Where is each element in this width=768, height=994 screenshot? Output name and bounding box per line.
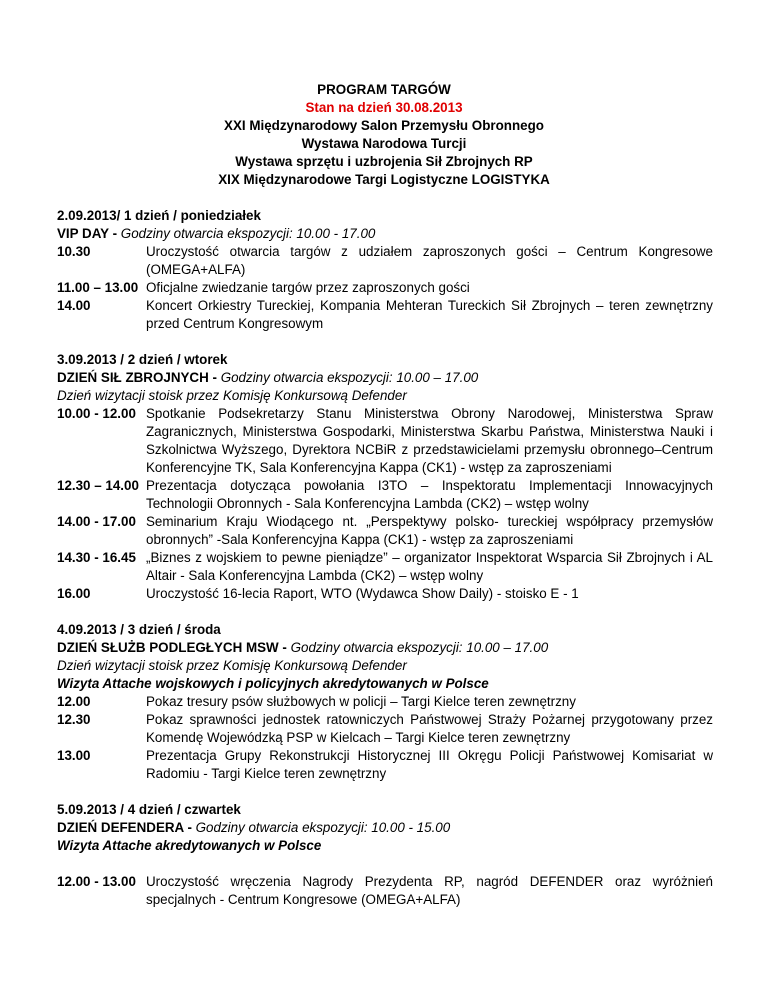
event-row (57, 297, 713, 333)
opening-hours: Godziny otwarcia ekspozycji: 10.00 - 15.00 (195, 820, 451, 835)
day-subtitle (57, 639, 713, 657)
event-time: 14.30 - 16.45 (57, 550, 136, 565)
event-row (57, 873, 713, 909)
event-row (57, 711, 713, 747)
day-label: DZIEŃ DEFENDERA - (57, 820, 192, 835)
event-time: 12.30 (57, 712, 91, 727)
event-time: 10.00 - 12.00 (57, 406, 136, 421)
event-description: Pokaz sprawności jednostek ratowniczych Państwowej Straży Pożarnej przygotowany przez Komendę Wojewódzką PSP w Kielcach – Targi Kielce teren zewnętrzny (146, 712, 713, 745)
event-time: 14.00 (57, 298, 91, 313)
day-1-section (57, 207, 713, 333)
event-row (57, 279, 713, 297)
day-subtitle (57, 369, 713, 387)
day-note: Dzień wizytacji stoisk przez Komisję Konkursową Defender (57, 658, 407, 673)
event-time: 10.30 (57, 244, 91, 259)
event-row (57, 549, 713, 585)
spacer (57, 855, 713, 873)
event-description: Uroczystość otwarcia targów z udziałem zaproszonych gości – Centrum Kongresowe (OMEGA+ALFA) (146, 244, 713, 277)
event-name-4: XIX Międzynarodowe Targi Logistyczne LOGISTYKA (218, 172, 550, 187)
event-name-3: Wystawa sprzętu i uzbrojenia Sił Zbrojnych RP (235, 154, 533, 169)
event-description: „Biznes z wojskiem to pewne pieniądze” – organizator Inspektorat Wsparcia Sił Zbrojnych i AL Altair - Sala Konferencyjna Lambda (CK2) – wstęp wolny (146, 550, 713, 583)
day-subtitle (57, 225, 713, 243)
event-description: Koncert Orkiestry Tureckiej, Kompania Mehteran Tureckich Sił Zbrojnych – teren zewnętrzny przed Centrum Kongresowym (146, 298, 713, 331)
event-row (57, 243, 713, 279)
event-description: Pokaz tresury psów służbowych w policji – Targi Kielce teren zewnętrzny (146, 694, 576, 709)
status-date: Stan na dzień 30.08.2013 (305, 100, 463, 115)
event-row (57, 513, 713, 549)
day-4-section (57, 801, 713, 909)
day-3-section (57, 621, 713, 783)
day-title: 4.09.2013 / 3 dzień / środa (57, 622, 221, 637)
event-name-1: XXI Międzynarodowy Salon Przemysłu Obronnego (224, 118, 544, 133)
event-row (57, 747, 713, 783)
program-header (0, 81, 768, 189)
event-row (57, 585, 713, 603)
opening-hours: Godziny otwarcia ekspozycji: 10.00 - 17.00 (120, 226, 376, 241)
event-row (57, 405, 713, 477)
event-description: Uroczystość 16-lecia Raport, WTO (Wydawca Show Daily) - stoisko E - 1 (146, 586, 579, 601)
opening-hours: Godziny otwarcia ekspozycji: 10.00 – 17.00 (220, 370, 479, 385)
program-title: PROGRAM TARGÓW (317, 82, 451, 97)
event-time: 13.00 (57, 748, 91, 763)
event-name-2: Wystawa Narodowa Turcji (301, 136, 467, 151)
event-description: Seminarium Kraju Wiodącego nt. „Perspektywy polsko- tureckiej współpracy przemysłów obronnych” -Sala Konferencyjna Kappa (CK1) - wstęp za zaproszeniami (146, 514, 713, 547)
event-time: 12.00 - 13.00 (57, 874, 136, 889)
attache-visit: Wizyta Attache akredytowanych w Polsce (57, 838, 322, 853)
day-title: 3.09.2013 / 2 dzień / wtorek (57, 352, 228, 367)
event-description: Spotkanie Podsekretarzy Stanu Ministerstwa Obrony Narodowej, Ministerstwa Spraw Zagranicznych, Ministerstwa Gospodarki, Ministerstwa Skarbu Państwa, Ministerstwa Nauki i Szkolnictwa Wyższego, Dyrektora NCBiR z przedstawicielami przemysłu obronnego–Centrum Konferencyjne TK, Sala Konferencyjna Kappa (CK1) - wstęp za zaproszeniami (146, 406, 713, 475)
event-description: Prezentacja dotycząca powołania I3TO – Inspektoratu Implementacji Innowacyjnych Technologii Obronnych - Sala Konferencyjna Lambda (CK2) – wstęp wolny (146, 478, 713, 511)
event-time: 12.30 – 14.00 (57, 478, 139, 493)
event-description: Oficjalne zwiedzanie targów przez zaproszonych gości (146, 280, 470, 295)
event-time: 16.00 (57, 586, 91, 601)
day-label: DZIEŃ SIŁ ZBROJNYCH - (57, 370, 217, 385)
day-label: VIP DAY - (57, 226, 118, 241)
day-subtitle (57, 819, 713, 837)
day-note: Dzień wizytacji stoisk przez Komisję Konkursową Defender (57, 388, 407, 403)
event-row (57, 693, 713, 711)
day-label: DZIEŃ SŁUŻB PODLEGŁYCH MSW - (57, 640, 287, 655)
opening-hours: Godziny otwarcia ekspozycji: 10.00 – 17.00 (290, 640, 549, 655)
event-time: 12.00 (57, 694, 91, 709)
event-time: 14.00 - 17.00 (57, 514, 136, 529)
event-row (57, 477, 713, 513)
program-content (57, 207, 713, 927)
event-time: 11.00 – 13.00 (57, 280, 139, 295)
attache-visit: Wizyta Attache wojskowych i policyjnych akredytowanych w Polsce (57, 676, 489, 691)
day-title: 2.09.2013/ 1 dzień / poniedziałek (57, 208, 261, 223)
event-description: Uroczystość wręczenia Nagrody Prezydenta RP, nagród DEFENDER oraz wyróżnień specjalnych - Centrum Kongresowe (OMEGA+ALFA) (146, 874, 713, 907)
event-description: Prezentacja Grupy Rekonstrukcji Historycznej III Okręgu Policji Państwowej Komisariat w Radomiu - Targi Kielce teren zewnętrzny (146, 748, 713, 781)
day-title: 5.09.2013 / 4 dzień / czwartek (57, 802, 241, 817)
day-2-section (57, 351, 713, 603)
